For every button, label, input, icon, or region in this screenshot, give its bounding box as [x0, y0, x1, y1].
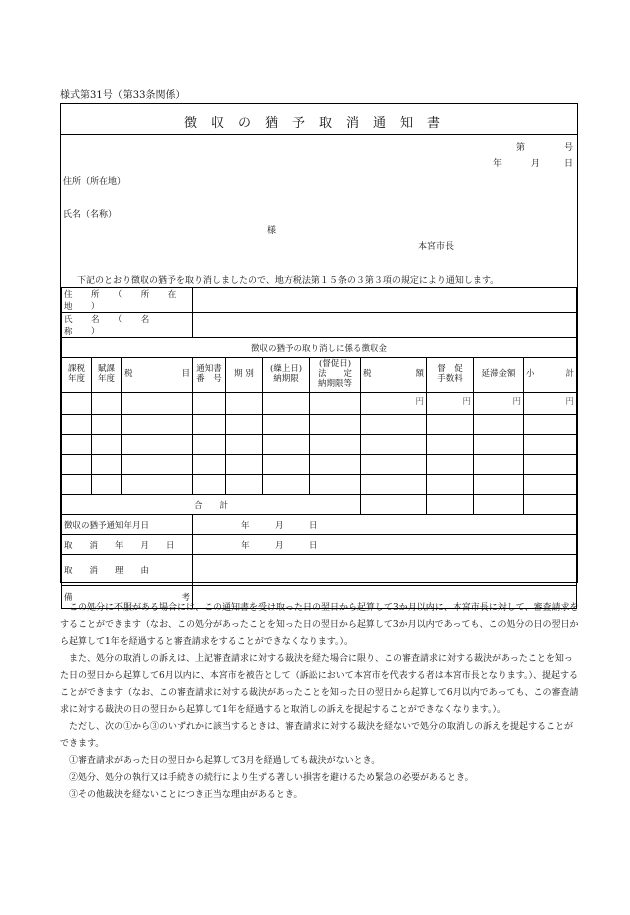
cancel-date-value: 年 月 日 [193, 535, 577, 555]
date-day: 日 [564, 159, 574, 169]
title-divider [61, 134, 577, 135]
recipient-address-label: 住所（所在地） [63, 177, 127, 187]
form-title: 徴収の猶予取消通知書 [183, 116, 454, 131]
yen-unit: 円 [361, 393, 427, 415]
cancel-date-label: 取 消 年 月 日 [62, 535, 193, 555]
remarks-label-right: 考 [181, 593, 191, 603]
condition-item: ③その他裁決を経ないことにつき正当な理由があるとき。 [69, 790, 303, 800]
header-subtotal-left: 小 [526, 369, 535, 380]
notice-text: 下記のとおり徴収の猶予を取り消しましたので、地方税法第１５条の３第３項の規定により通知します。 [77, 276, 500, 286]
header-fee: 督 促 手数料 [427, 358, 474, 393]
appeal-notes [60, 600, 580, 804]
total-row [62, 495, 577, 515]
header-tax-item [122, 358, 193, 393]
header-notice-no: 通知書 番 号 [193, 358, 226, 393]
notice-date-label: 徴収の猶予通知年月日 [62, 515, 193, 535]
header-tax-amount-left: 税 [363, 369, 372, 380]
issuer: 本宮市長 [418, 242, 455, 252]
recipient-name-label: 氏名（名称） [63, 210, 118, 220]
table-row [62, 475, 577, 495]
header-tax-item-right: 目 [181, 369, 191, 380]
condition-item: ①審査請求があった日の翌日から起算して3月を経過しても裁決がないとき。 [69, 756, 381, 766]
honorific: 様 [267, 226, 277, 236]
notice-date-value: 年 月 日 [193, 515, 577, 535]
remarks-label-left: 備 [64, 593, 73, 603]
header-tax-amount-right: 額 [415, 369, 425, 380]
table-caption: 徴収の猶予の取り消しに係る徴収金 [62, 338, 577, 358]
yen-unit: 円 [427, 393, 474, 415]
doc-no-prefix: 第 [516, 143, 526, 153]
header-delinquency: 延滞金額 [474, 358, 524, 393]
header-legal-due: (督促日) 法 定 納期限等 [310, 358, 361, 393]
note-paragraph: また、処分の取消しの訴えは、上記審査請求に対する裁決を経た場合に限り、この審査請求に対する裁決があったことを知った日の翌日から起算して6月以内に、本宮市を被告として（訴訟において本宮市を代表する者は本宮市長となります。）、提起することができます（なお、この審査請求に対する裁決があったことを知った日の翌日から起算して6月以内であっても、この審査請求に対する裁決の日の翌日から起算して1年を経過すると取消しの訴えを提起することができなくなります。）。 [60, 654, 579, 715]
note-paragraph: この処分に不服がある場合には、この通知書を受け取った日の翌日から起算して3か月以内に、本宮市長に対して、審査請求をすることができます（なお、この処分があったことを知った日の翌日から起算して3か月以内であっても、この処分の日の翌日から起算して1年を経過すると審査請求をすることができなくなります。）。 [60, 603, 579, 647]
note-paragraph: ただし、次の①から③のいずれかに該当するときは、審査請求に対する裁決を経ないで処分の取消しの訴えを提起することができます。 [60, 722, 574, 749]
yen-unit: 円 [474, 393, 524, 415]
header-tax-amount [361, 358, 427, 393]
doc-no-suffix: 号 [564, 143, 574, 153]
table-row [62, 455, 577, 475]
header-tax-item-left: 税 [124, 369, 133, 380]
yen-unit: 円 [524, 393, 577, 415]
condition-item: ②処分、処分の執行又は手続きの続行により生ずる著しい損害を避けるため緊急の必要があるとき。 [69, 773, 474, 783]
header-subtotal [524, 358, 577, 393]
address-row-label: 住 所 （ 所 在 地 ） [62, 288, 193, 313]
reason-label: 取 消 理 由 [62, 555, 193, 586]
address-row-value [193, 288, 577, 313]
table-row [62, 435, 577, 455]
header-subtotal-right: 計 [565, 369, 575, 380]
table-row [62, 393, 577, 415]
header-installment: 期 別 [226, 358, 263, 393]
reason-value [193, 555, 577, 586]
header-tax-year: 課税 年度 [62, 358, 92, 393]
detail-table [61, 287, 577, 609]
header-assess-year: 賦課 年度 [92, 358, 122, 393]
total-label: 合 計 [62, 495, 361, 515]
name-row-value [193, 313, 577, 338]
notice-form [60, 103, 578, 603]
date-year: 年 [493, 159, 503, 169]
date-month: 月 [531, 159, 541, 169]
name-row-label: 氏 名 （ 名 称 ） [62, 313, 193, 338]
form-number: 様式第31号（第33条関係） [60, 90, 186, 101]
header-due: (繰上日) 納期限 [263, 358, 310, 393]
table-row [62, 415, 577, 435]
